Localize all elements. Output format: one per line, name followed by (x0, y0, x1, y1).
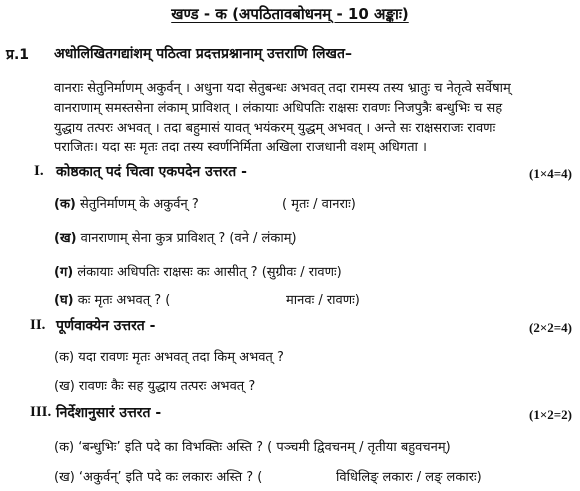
section-heading: कोष्ठकात् पदं चित्वा एकपदेन उत्तरत - (56, 164, 247, 180)
passage-line: पराजितः। यदा सः मृतः तदा तस्य स्वर्णनिर्मिता अखिला राजधानी वशम् अधिगता । (54, 140, 427, 155)
passage-line: वानराणाम् समस्तसेना लंकाम् प्राविशत् । लंकायाः अधिपतिः राक्षसः रावणः निजपुत्रैः बन्धुभिः च सह (54, 101, 503, 116)
question-item (54, 347, 284, 365)
option-hint: विधिलिङ् लकारः / लङ् लकारः) (336, 470, 482, 485)
question-item (54, 194, 199, 212)
item-text: यदा रावणः मृतः अभवत् तदा किम् अभवत् ? (74, 350, 284, 365)
section-marks: (1×2=2) (529, 407, 572, 422)
passage-line: वानराः सेतुनिर्माणम् अकुर्वन् । अधुना यदा सेतुबन्धः अभवत् तदा रामस्य तस्य भ्रातुः च नेतृत्वे सर्वेषाम् (54, 81, 511, 96)
question-item (54, 262, 342, 280)
item-label: (क) (54, 197, 76, 212)
item-label: (ख) (54, 379, 75, 394)
question-item (54, 290, 170, 308)
item-label: (ख) (54, 470, 75, 485)
item-text: ‘बन्धुभिः’ इति पदे का विभक्तिः अस्ति ? ( पञ्चमी द्विवचनम् / तृतीया बहुवचनम्) (74, 440, 451, 455)
item-label: (ग) (54, 265, 74, 280)
item-text: कः मृतः अभवत् ? ( (73, 293, 171, 308)
question-item (54, 228, 297, 246)
question-number: प्र.1 (6, 47, 30, 63)
item-text: लंकायाः अधिपतिः राक्षसः कः आसीत् ? (सुग्रीवः / रावणः) (73, 265, 342, 280)
item-text: रावणः कैः सह युद्धाय तत्परः अभवत् ? (74, 379, 256, 394)
question-instruction: अधोलिखितगद्यांशम् पठित्वा प्रदत्तप्रश्नानाम् उत्तराणि लिखत– (54, 46, 352, 62)
question-item (54, 437, 451, 455)
section-number: III. (30, 404, 52, 420)
section-title: खण्ड - क (अपठितावबोधनम् - 10 अङ्काः) (171, 5, 409, 23)
item-label: (क) (54, 440, 75, 455)
section-marks: (2×2=4) (529, 320, 572, 335)
passage-line: युद्धाय तत्परः अभवत् । तदा बहुमासं यावत् भयंकरम् युद्धम् अभवत् । अन्ते सः राक्षसराजः रावणः (54, 121, 496, 136)
section-heading: पूर्णवाक्येन उत्तरत - (56, 318, 156, 334)
section-number: II. (30, 317, 46, 333)
item-label: (ख) (54, 231, 77, 246)
option-hint: ( मृतः / वानराः) (282, 197, 356, 212)
section-marks: (1×4=4) (529, 166, 572, 181)
section-number: I. (34, 163, 44, 179)
question-item (54, 376, 255, 394)
section-heading: निर्देशानुसारं उत्तरत - (56, 405, 162, 421)
item-text: ‘अकुर्वन्’ इति पदे कः लकारः अस्ति ? ( (74, 470, 263, 485)
question-item (54, 467, 262, 485)
option-hint: मानवः / रावणः) (286, 293, 360, 308)
item-text: सेतुनिर्माणम् के अकुर्वन् ? (75, 197, 199, 212)
item-label: (क) (54, 350, 75, 365)
item-label: (घ) (54, 293, 74, 308)
item-text: वानराणाम् सेना कुत्र प्राविशत् ? (वने / लंकाम्) (76, 231, 297, 246)
